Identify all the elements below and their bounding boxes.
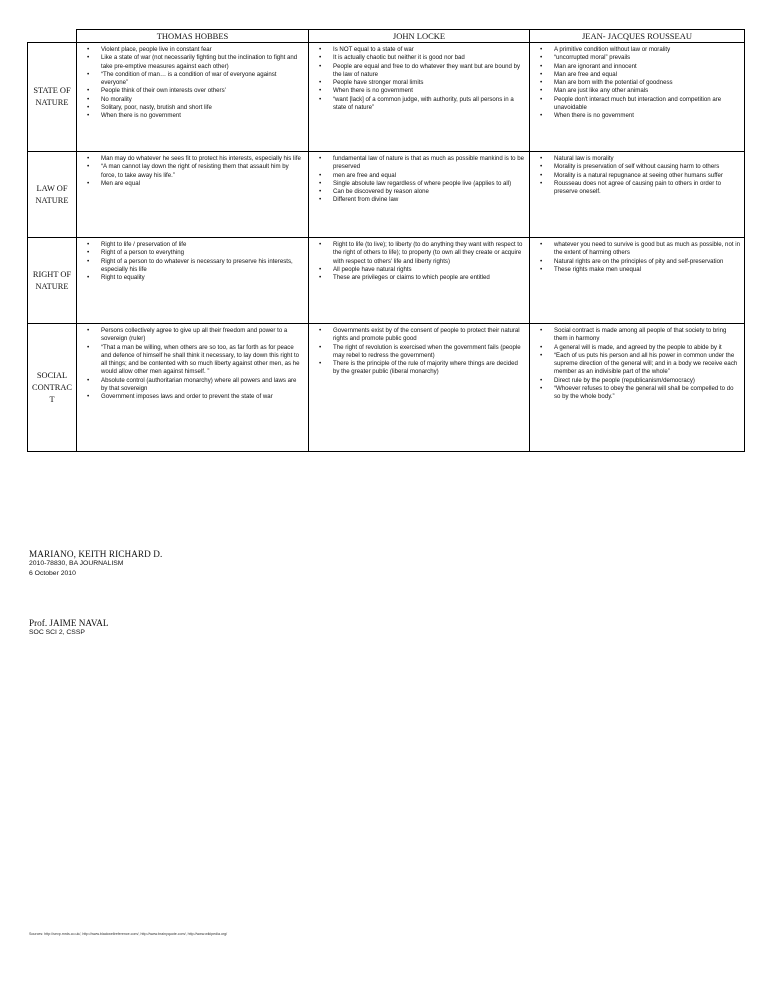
bullet-list <box>534 241 740 274</box>
cell-rousseau-state-of-nature <box>530 43 745 152</box>
bullet-item: • “The condition of man… is a condition of war of everyone against everyone” <box>81 71 304 88</box>
bullet-item: • It is actually chaotic but neither it is good nor bad <box>313 54 525 62</box>
cell-locke-right-of-nature <box>309 238 530 324</box>
bullet-item: • All people have natural rights <box>313 266 525 274</box>
bullet-item: • Social contract is made among all people of that society to bring them in harmony <box>534 327 740 344</box>
bullet-item: • “That a man be willing, when others are so too, as far forth as for peace and defence of himself he shall think it necessary, to lay down this right to all things; and be contented with so much liberty against other men, as he would allow other men against himself. ” <box>81 344 304 377</box>
bullet-item: • “Each of us puts his person and all his power in common under the supreme direction of the general will; and in a body we receive each member as an indivisible part of the whole” <box>534 352 740 377</box>
bullet-item: • People don't interact much but interaction and competition are unavoidable <box>534 96 740 113</box>
bullet-item: • When there is no government <box>313 87 525 95</box>
row-label-text: LAW OF NATURE <box>35 183 69 205</box>
bullet-list <box>313 155 525 205</box>
bullet-item: • fundamental law of nature is that as much as possible mankind is to be preserved <box>313 155 525 172</box>
bullet-item: • Right to life / preservation of life <box>81 241 304 249</box>
bullet-item: • Single absolute law regardless of where people live (applies to all) <box>313 180 525 188</box>
bullet-item: • These are privileges or claims to which people are entitled <box>313 274 525 282</box>
row-social-contract <box>28 324 745 452</box>
bullet-item: • “A man cannot lay down the right of resisting them that assault him by force, to take away his life.” <box>81 163 304 180</box>
cell-locke-law-of-nature <box>309 152 530 238</box>
bullet-item: • Right to life (to live); to liberty (to do anything they want with respect to the right of others to life); to property (to own all they create or acquire with respect to others' life and liberty rights) <box>313 241 525 266</box>
bullet-item: • Natural rights are on the principles of pity and self-preservation <box>534 258 740 266</box>
bullet-item: • Is NOT equal to a state of war <box>313 46 525 54</box>
bullet-item: • Morality is a natural repugnance at seeing other humans suffer <box>534 172 740 180</box>
row-state-of-nature <box>28 43 745 152</box>
row-right-of-nature <box>28 238 745 324</box>
bullet-item: • When there is no government <box>81 112 304 120</box>
bullet-item: • Direct rule by the people (republicanism/democracy) <box>534 377 740 385</box>
bullet-item: • Right to equality <box>81 274 304 282</box>
bullet-item: • There is the principle of the rule of majority where things are decided by the greater public (liberal monarchy) <box>313 360 525 377</box>
row-label-law-of-nature <box>28 152 77 238</box>
column-header-locke: JOHN LOCKE <box>309 30 530 43</box>
bullet-list <box>534 155 740 196</box>
column-header-hobbes: THOMAS HOBBES <box>77 30 309 43</box>
bullet-list <box>534 46 740 121</box>
bullet-item: • Can be discovered by reason alone <box>313 188 525 196</box>
bullet-item: • Absolute control (authoritarian monarchy) where all powers and laws are by that sovereign <box>81 377 304 394</box>
bullet-item: • When there is no government <box>534 112 740 120</box>
bullet-list <box>81 327 304 402</box>
corner-cell <box>28 30 77 43</box>
author-id-course: 2010-78830, BA JOURNALISM <box>29 560 124 567</box>
bullet-item: • Governments exist by of the consent of people to protect their natural rights and promote public good <box>313 327 525 344</box>
bullet-list <box>81 241 304 282</box>
sources-footnote: Sources: http://sevp.mrds.co.uk/, http://www.blackwellreference.com/, http://www.brainyquote.com/, http://www.wikipedia.org/ <box>29 932 228 936</box>
row-label-text: RIGHT OF NATURE <box>32 269 72 291</box>
bullet-item: • Government imposes laws and order to prevent the state of war <box>81 393 304 401</box>
bullet-item: • People think of their own interests over others' <box>81 87 304 95</box>
bullet-list <box>81 46 304 121</box>
bullet-item: • Morality is preservation of self without causing harm to others <box>534 163 740 171</box>
bullet-item: • Solitary, poor, nasty, brutish and short life <box>81 104 304 112</box>
row-label-text: STATE OF NATURE <box>33 86 71 107</box>
author-date: 6 October 2010 <box>29 570 76 577</box>
cell-rousseau-law-of-nature <box>530 152 745 238</box>
bullet-list <box>534 327 740 402</box>
cell-locke-social-contract <box>309 324 530 452</box>
bullet-item: • No morality <box>81 96 304 104</box>
bullet-item: • These rights make men unequal <box>534 266 740 274</box>
bullet-item: • “uncorrupted moral” prevails <box>534 54 740 62</box>
bullet-item: • Violent place, people live in constant fear <box>81 46 304 54</box>
row-label-social-contract <box>28 324 77 452</box>
bullet-list <box>81 155 304 188</box>
row-label-state-of-nature <box>28 43 77 152</box>
bullet-item: • Man are born with the potential of goodness <box>534 79 740 87</box>
bullet-item: • A general will is made, and agreed by the people to abide by it <box>534 344 740 352</box>
cell-locke-state-of-nature <box>309 43 530 152</box>
bullet-item: • Man may do whatever he sees fit to protect his interests, especially his life <box>81 155 304 163</box>
cell-hobbes-right-of-nature <box>77 238 309 324</box>
bullet-item: • Man are ignorant and innocent <box>534 63 740 71</box>
author-name: MARIANO, KEITH RICHARD D. <box>29 549 163 559</box>
bullet-item: • Natural law is morality <box>534 155 740 163</box>
column-header-rousseau: JEAN- JACQUES ROUSSEAU <box>530 30 745 43</box>
bullet-item: • whatever you need to survive is good but as much as possible, not in the extent of harming others <box>534 241 740 258</box>
comparison-table <box>27 29 745 452</box>
bullet-item: • Man are free and equal <box>534 71 740 79</box>
author-block <box>29 549 162 579</box>
row-label-right-of-nature <box>28 238 77 324</box>
bullet-item: • Right of a person to do whatever is necessary to preserve his interests, especially his life <box>81 258 304 275</box>
cell-hobbes-law-of-nature <box>77 152 309 238</box>
header-row <box>28 30 745 43</box>
bullet-item: • Like a state of war (not necessarily fighting but the inclination to fight and take pre-emptive measures against each other) <box>81 54 304 71</box>
bullet-item: • Man are just like any other animals <box>534 87 740 95</box>
bullet-list <box>313 46 525 112</box>
cell-hobbes-social-contract <box>77 324 309 452</box>
cell-rousseau-social-contract <box>530 324 745 452</box>
professor-course: SOC SCI 2, CSSP <box>29 629 85 636</box>
bullet-item: • The right of revolution is exercised when the government fails (people may rebel to redress the government) <box>313 344 525 361</box>
bullet-list <box>313 327 525 377</box>
bullet-item: • People have stronger moral limits <box>313 79 525 87</box>
bullet-item: • “want [lack] of a common judge, with authority, puts all persons in a state of nature” <box>313 96 525 113</box>
bullet-list <box>313 241 525 282</box>
row-law-of-nature <box>28 152 745 238</box>
professor-name: Prof. JAIME NAVAL <box>29 618 109 628</box>
bullet-item: • “Whoever refuses to obey the general will shall be compelled to do so by the whole body.” <box>534 385 740 402</box>
bullet-item: • A primitive condition without law or morality <box>534 46 740 54</box>
cell-rousseau-right-of-nature <box>530 238 745 324</box>
bullet-item: • Men are equal <box>81 180 304 188</box>
bullet-item: • Rousseau does not agree of causing pain to others in order to preserve oneself. <box>534 180 740 197</box>
professor-block <box>29 618 109 638</box>
cell-hobbes-state-of-nature <box>77 43 309 152</box>
bullet-item: • men are free and equal <box>313 172 525 180</box>
bullet-item: • Different from divine law <box>313 196 525 204</box>
bullet-item: • People are equal and free to do whatever they want but are bound by the law of nature <box>313 63 525 80</box>
bullet-item: • Right of a person to everything <box>81 249 304 257</box>
row-label-text: SOCIAL CONTRAC T <box>31 370 73 404</box>
bullet-item: • Persons collectively agree to give up all their freedom and power to a sovereign (ruler) <box>81 327 304 344</box>
